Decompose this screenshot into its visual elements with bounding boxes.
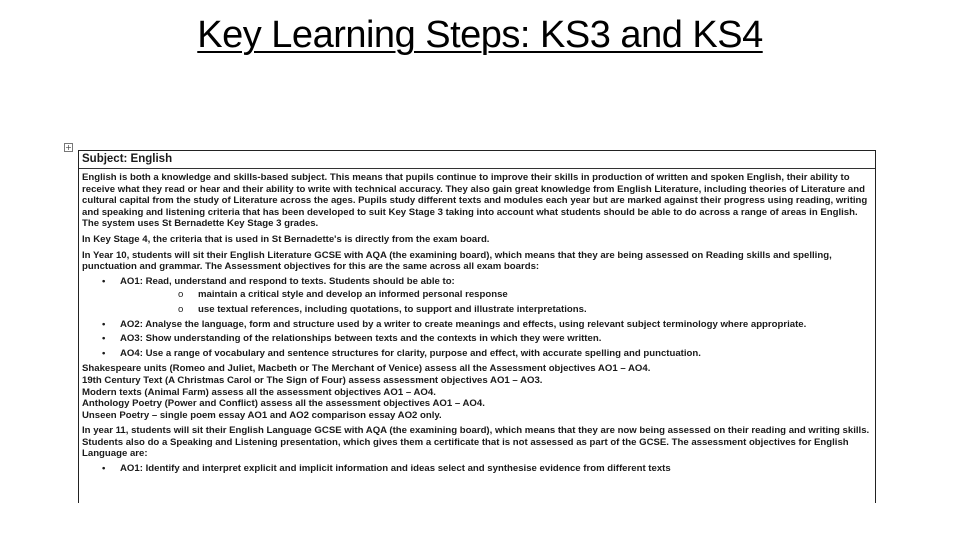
ao1-sub-list bbox=[120, 289, 872, 315]
intro-paragraph: English is both a knowledge and skills-based subject. This means that pupils continue to improve their skills in production of written and spoken English, their ability to receive what they read or hear and their ability to write with technical accuracy. They also gain great knowledge from English Literature, including theories of Literature and cultural capital from the study of Literature across the ages. Pupils study different texts and modules each year but are marked against their progress using reading, writing and speaking and listening criteria that has been developed to suit Key Stage 3 taking into account what students should be able to do across a range of areas in English. The system uses St Bernadette Key Stage 3 grades. bbox=[82, 172, 868, 230]
unit-line: Unseen Poetry – single poem essay AO1 and AO2 comparison essay AO2 only. bbox=[82, 409, 442, 421]
year11-paragraph: In year 11, students will sit their English Language GCSE with AQA (the examining board), which means that they are now being assessed on their reading and writing skills. Students also do a Speaking and Listening presentation, which gives them a certificate that is not assessed as part of the GCSE. The assessment objectives for English Language are: bbox=[82, 425, 870, 460]
ks4-paragraph: In Key Stage 4, the criteria that is used in St Bernadette's is directly from the exam board. bbox=[82, 233, 490, 245]
ao2-item: • AO2: Analyse the language, form and structure used by a writer to create meanings and effects, using relevant subject terminology where appropriate. bbox=[82, 319, 872, 331]
ao3-item: • AO3: Show understanding of the relationships between texts and the contexts in which they were written. bbox=[82, 333, 872, 345]
embedded-document-image bbox=[78, 150, 876, 503]
assessment-objectives-list bbox=[82, 276, 872, 360]
unit-line: Shakespeare units (Romeo and Juliet, Macbeth or The Merchant of Venice) assess all the Assessment objectives AO1 – AO4. bbox=[82, 363, 651, 375]
ao1-sub-item: o maintain a critical style and develop an informed personal response bbox=[120, 289, 872, 301]
units-block bbox=[82, 363, 872, 421]
table-move-handle-icon[interactable]: + bbox=[65, 143, 72, 152]
language-objectives-list bbox=[82, 463, 872, 475]
ao4-item: • AO4: Use a range of vocabulary and sentence structures for clarity, purpose and effect, with accurate spelling and punctuation. bbox=[82, 348, 872, 360]
subject-heading: Subject: English bbox=[79, 151, 875, 169]
slide-title: Key Learning Steps: KS3 and KS4 bbox=[197, 14, 763, 56]
ao1-item bbox=[82, 276, 872, 316]
year10-paragraph: In Year 10, students will sit their English Literature GCSE with AQA (the examining board), which means that they are being assessed on Reading skills and spelling, punctuation and grammar. The Assessment objectives for this are the same across all exam boards: bbox=[82, 249, 832, 273]
ao1-sub-item: o use textual references, including quotations, to support and illustrate interpretations. bbox=[120, 304, 872, 316]
unit-line: 19th Century Text (A Christmas Carol or The Sign of Four) assess assessment objectives AO1 – AO3. bbox=[82, 374, 543, 386]
lang-ao1-item: • AO1: Identify and interpret explicit and implicit information and ideas select and synthesise evidence from different texts bbox=[82, 463, 872, 475]
unit-line: Anthology Poetry (Power and Conflict) assess all the assessment objectives AO1 – AO4. bbox=[82, 398, 485, 410]
ao1-text: AO1: Read, understand and respond to texts. Students should be able to: bbox=[120, 275, 455, 287]
unit-line: Modern texts (Animal Farm) assess all the assessment objectives AO1 – AO4. bbox=[82, 386, 436, 398]
